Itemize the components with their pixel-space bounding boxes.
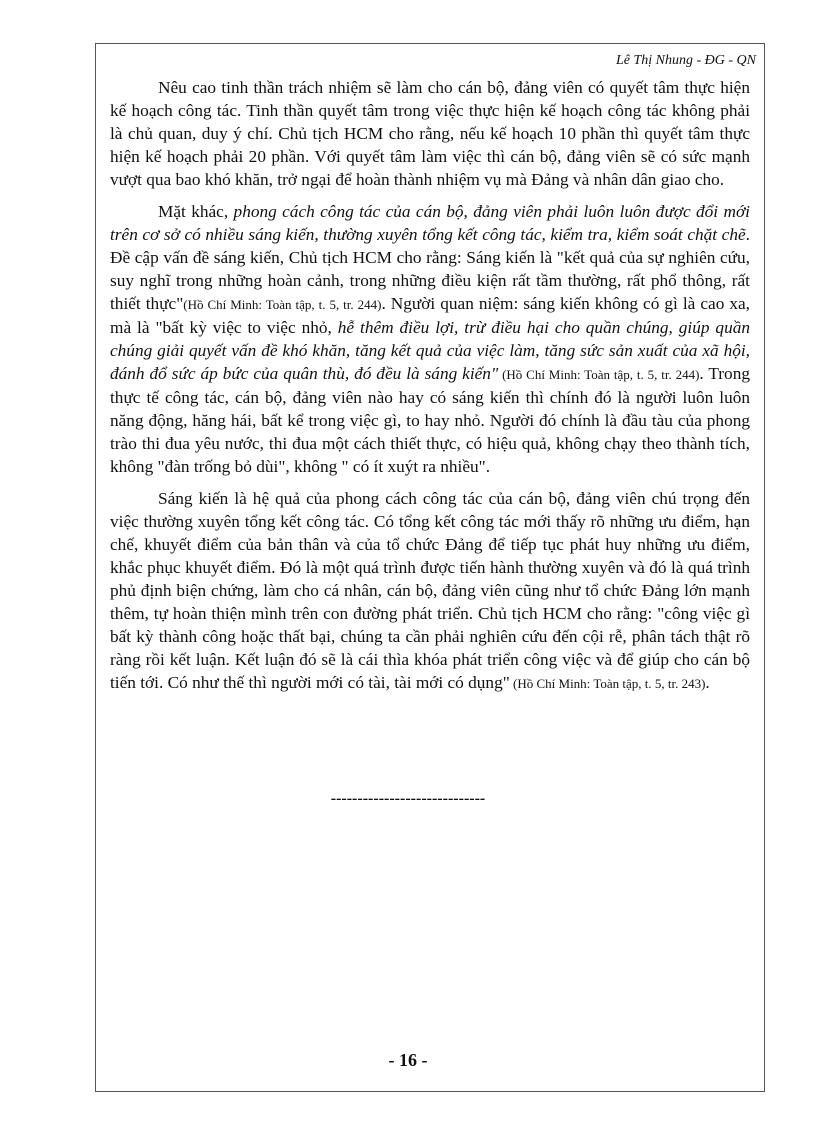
document-body	[110, 76, 750, 704]
text-run: . Trong thực tế công tác, cán bộ, đảng viên nào hay có sáng kiến thì chính đó là người luôn luôn năng động, hăng hái, bất kể trong việc gì, to hay nhỏ. Người đó chính là đầu tàu của phong trào thi đua yêu nước, thi đua một cách thiết thực, có hiệu quả, không chạy theo thành tích, không "đàn trống bỏ dùi", không " có ít xuýt ra nhiều".	[110, 364, 750, 476]
paragraph-1: Nêu cao tinh thần trách nhiệm sẽ làm cho cán bộ, đảng viên có quyết tâm thực hiện kế hoạch công tác. Tinh thần quyết tâm trong việc thực hiện kế hoạch công tác không phải là chủ quan, duy ý chí. Chủ tịch HCM cho rằng, nếu kế hoạch 10 phần thì quyết tâm thực hiện kế hoạch phải 20 phần. Với quyết tâm làm việc thì cán bộ, đảng viên sẽ có sức mạnh vượt qua bao khó khăn, trở ngại để hoàn thành nhiệm vụ mà Đảng và nhân dân giao cho.	[110, 78, 750, 189]
citation: (Hồ Chí Minh: Toàn tập, t. 5, tr. 243)	[509, 676, 706, 691]
page-header-author: Lê Thị Nhung - ĐG - QN	[615, 53, 756, 68]
paragraph-2	[110, 200, 750, 478]
citation: (Hồ Chí Minh: Toàn tập, t. 5, tr. 244)	[183, 297, 382, 312]
text-run: Sáng kiến là hệ quả của phong cách công tác của cán bộ, đảng viên chú trọng đến việc thường xuyên tổng kết công tác. Có tổng kết công tác mới thấy rõ những ưu điểm, hạn chế, khuyết điểm của bản thân và của tổ chức Đảng để tiếp tục phát huy những ưu điểm, khắc phục khuyết điểm. Đó là một quá trình được tiến hành thường xuyên và đó là quá trình phủ định biện chứng, làm cho cá nhân, cán bộ, đảng viên cũng như tổ chức Đảng lớn mạnh thêm, tự hoàn thiện mình trên con đường phát triển. Chủ tịch HCM cho rằng: "công việc gì bất kỳ thành công hoặc thất bại, chúng ta cần phải nghiên cứu đến cội rễ, phân tách thật rõ ràng rồi kết luận. Kết luận đó sẽ là cái thìa khóa phát triển công việc và để giúp cho cán bộ tiến tới. Có như thế thì người mới có tài, tài mới có dụng"	[110, 489, 750, 692]
text-run: . Người quan niệm: sáng kiến không có gì là cao xa, mà là "bất kỳ việc to việc nhỏ,	[110, 294, 751, 337]
text-run: . Đề cập vấn đề sáng kiến, Chủ tịch HCM cho rằng: Sáng kiến là "kết quả của sự nghiên cứu, suy nghĩ trong những hoàn cảnh, trong những điều kiện rất tầm thường, rất phổ thông, rất thiết thực"	[110, 225, 750, 313]
page-number: - 16 -	[388, 1050, 428, 1070]
citation: (Hồ Chí Minh: Toàn tập, t. 5, tr. 244)	[498, 367, 700, 382]
italic-run: hễ thêm điều lợi, trừ điều hại cho quần chúng, giúp quần chúng giải quyết vấn đề khó khăn, tăng kết quả của việc làm, tăng sức sản xuất của xã hội, đánh đổ sức áp bức của quân thù, đó đều là sáng kiến"	[110, 318, 750, 383]
text-run: .	[705, 673, 710, 692]
italic-run: phong cách công tác của cán bộ, đảng viên phải luôn luôn được đổi mới trên cơ sở có nhiều sáng kiến, thường xuyên tổng kết công tác, kiểm tra, kiểm soát chặt chẽ	[110, 202, 750, 244]
paragraph-3	[110, 487, 750, 695]
text-run: Mặt khác,	[158, 202, 234, 221]
section-separator: -----------------------------	[330, 790, 486, 807]
